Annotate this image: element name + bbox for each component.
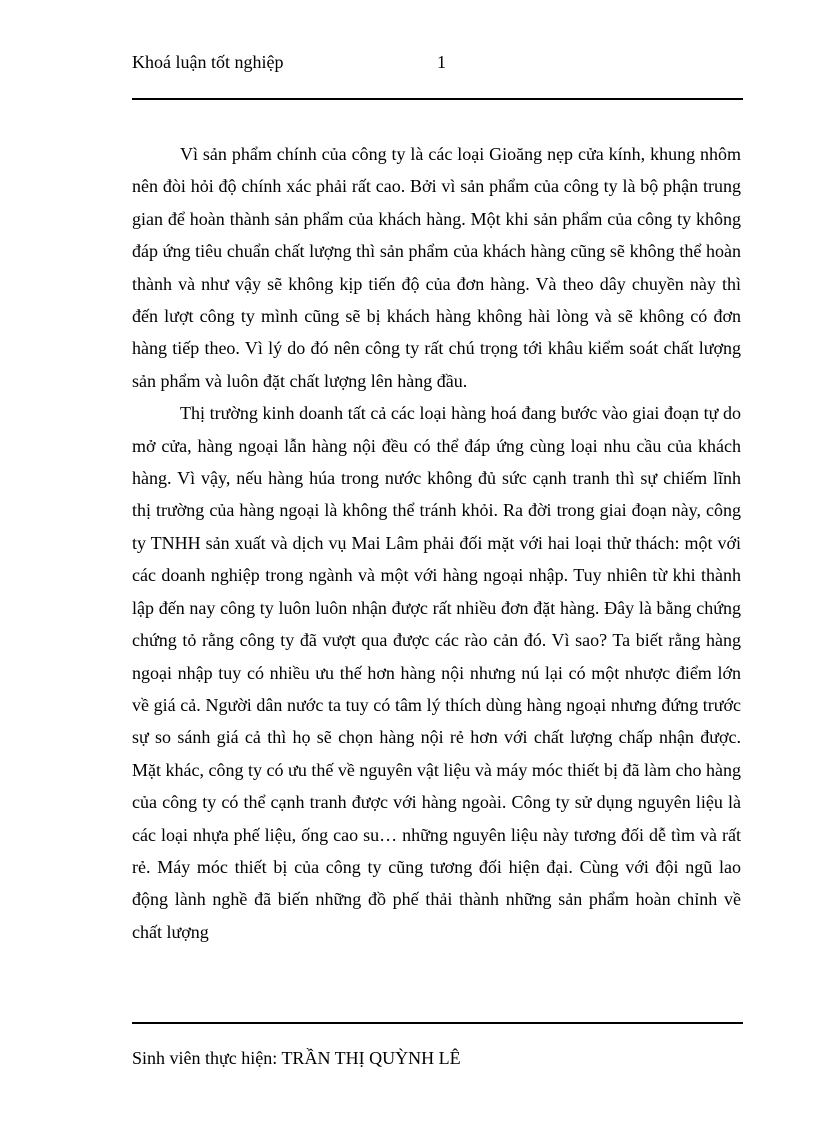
page-number: 1: [437, 52, 446, 72]
page-header: [132, 50, 742, 80]
header-divider: [132, 98, 743, 100]
footer-divider: [132, 1022, 743, 1024]
header-title: Khoá luận tốt nghiệp: [132, 52, 284, 72]
paragraph-2: Thị trường kinh doanh tất cả các loại hàng hoá đang bước vào giai đoạn tự do mở cửa, hàng ngoại lẫn hàng nội đều có thể đáp ứng cùng loại nhu cầu của khách hàng. Vì vậy, nếu hàng húa trong nước không đủ sức cạnh tranh thì sự chiếm lĩnh thị trường của hàng ngoại là không thể tránh khỏi. Ra đời trong giai đoạn này, công ty TNHH sản xuất và dịch vụ Mai Lâm phải đối mặt với hai loại thử thách: một với các doanh nghiệp trong ngành và một với hàng ngoại nhập. Tuy nhiên từ khi thành lập đến nay công ty luôn luôn nhận được rất nhiều đơn đặt hàng. Đây là bằng chứng chứng tỏ rằng công ty đã vượt qua được các rào cản đó. Vì sao? Ta biết rằng hàng ngoại nhập tuy có nhiều ưu thế hơn hàng nội nhưng nú lại có một nhược điểm lớn về giá cả. Người dân nước ta tuy có tâm lý thích dùng hàng ngoại nhưng đứng trước sự so sánh giá cả thì họ sẽ chọn hàng nội rẻ hơn với chất lượng chấp nhận được. Mặt khác, công ty có ưu thế về nguyên vật liệu và máy móc thiết bị đã làm cho hàng của công ty có thể cạnh tranh được với hàng ngoài. Công ty sử dụng nguyên liệu là các loại nhựa phế liệu, ống cao su… những nguyên liệu này tương đối dễ tìm và rất rẻ. Máy móc thiết bị của công ty cũng tương đối hiện đại. Cùng với đội ngũ lao động lành nghề đã biến những đồ phế thải thành những sản phẩm hoàn chỉnh về chất lượng: [132, 403, 741, 942]
footer-label: Sinh viên thực hiện:: [132, 1048, 278, 1068]
document-body: [132, 138, 741, 948]
footer-author: TRẦN THỊ QUỲNH LÊ: [281, 1048, 461, 1068]
page-footer: [132, 1048, 461, 1069]
paragraph-1: Vì sản phẩm chính của công ty là các loại Gioăng nẹp cửa kính, khung nhôm nên đòi hỏi độ chính xác phải rất cao. Bởi vì sản phẩm của công ty là bộ phận trung gian để hoàn thành sản phẩm của khách hàng. Một khi sản phẩm của công ty không đáp ứng tiêu chuẩn chất lượng thì sản phẩm của khách hàng cũng sẽ không thể hoàn thành và như vậy sẽ không kịp tiến độ của đơn hàng. Và theo dây chuyền này thì đến lượt công ty mình cũng sẽ bị khách hàng không hài lòng và sẽ không có đơn hàng tiếp theo. Vì lý do đó nên công ty rất chú trọng tới khâu kiểm soát chất lượng sản phẩm và luôn đặt chất lượng lên hàng đầu.: [132, 144, 741, 391]
